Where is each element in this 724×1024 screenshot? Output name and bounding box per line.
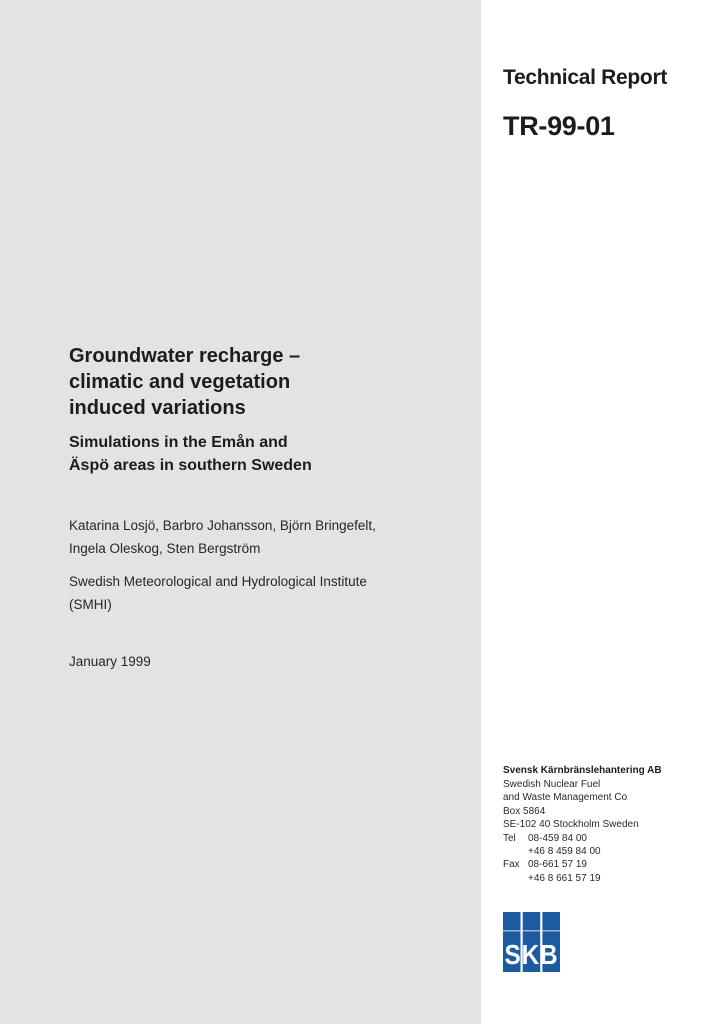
contact-row (503, 872, 713, 885)
series-label: Technical Report (503, 66, 668, 89)
institute-line: (SMHI) (69, 597, 112, 612)
publication-date (69, 650, 151, 673)
publisher-line: and Waste Management Co (503, 792, 628, 804)
contact-label (503, 872, 528, 885)
skb-logo (503, 912, 560, 972)
date-text: January 1999 (69, 654, 151, 669)
institute-line: Swedish Meteorological and Hydrological Institute (69, 574, 367, 589)
institute (69, 570, 469, 616)
publisher-line: SE-102 40 Stockholm Sweden (503, 819, 639, 831)
publisher-line: Swedish Nuclear Fuel (503, 779, 601, 790)
publisher-info (503, 764, 713, 885)
contact-row (503, 832, 713, 845)
authors (69, 514, 469, 560)
contact-label: Fax (503, 859, 520, 871)
contact-row (503, 845, 713, 858)
contact-label (503, 845, 528, 858)
report-number: TR-99-01 (503, 111, 615, 141)
publisher-name: Svensk Kärnbränslehantering AB (503, 765, 662, 776)
title-line: induced variations (69, 397, 246, 419)
title-line: Groundwater recharge – (69, 345, 301, 367)
contact-value: +46 8 459 84 00 (528, 846, 601, 858)
document-subtitle (69, 431, 469, 477)
contact-label: Tel (503, 832, 516, 844)
subtitle-line: Simulations in the Emån and (69, 434, 288, 451)
authors-line: Ingela Oleskog, Sten Bergström (69, 541, 261, 556)
contact-value: 08-459 84 00 (528, 832, 587, 844)
authors-line: Katarina Losjö, Barbro Johansson, Björn Bringefelt, (69, 518, 376, 533)
skb-logo-text: SKB (504, 939, 559, 970)
contact-row (503, 858, 713, 871)
document-title (69, 343, 469, 421)
contact-value: 08-661 57 19 (528, 859, 587, 871)
skb-logo-stripe (503, 930, 560, 932)
publisher-line: Box 5864 (503, 805, 546, 817)
subtitle-line: Äspö areas in southern Sweden (69, 457, 312, 474)
title-line: climatic and vegetation (69, 371, 291, 393)
contact-value: +46 8 661 57 19 (528, 872, 601, 884)
